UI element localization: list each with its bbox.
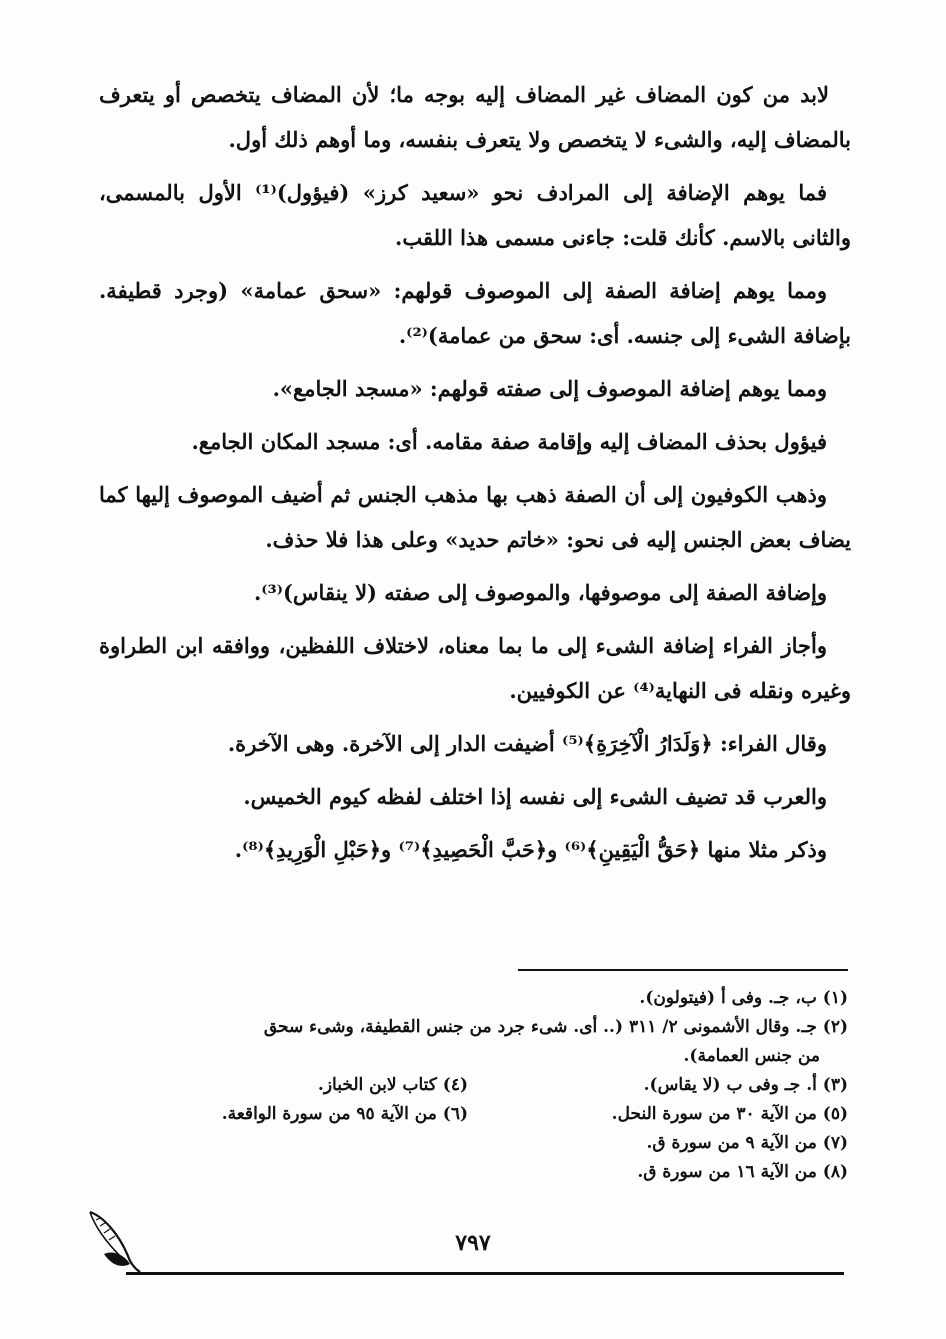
footnote-columns — [96, 1071, 848, 1187]
footnote-6: (٦) من الآية ٩٥ من سورة الواقعة. — [221, 1104, 468, 1124]
quill-pen-icon — [84, 1206, 144, 1278]
paragraph-5: فيؤول بحذف المضاف إليه وإقامة صفة مقامه. أى: مسجد المكان الجامع. — [191, 429, 827, 454]
paragraph-11: وذكر مثلا منها ﴿حَقُّ الْيَقِينِ﴾⁽⁶⁾ و﴿حَبَّ الْحَصِيدِ﴾⁽⁷⁾ و﴿حَبْلِ الْوَرِيدِ﴾⁽⁸⁾. — [234, 837, 827, 862]
paragraph-2: فما يوهم الإضافة إلى المرادف نحو «سعيد كرز» (فيؤول)⁽¹⁾ الأول بالمسمى، والثانى بالاسم. كأنك قلت: جاءنى مسمى هذا اللقب. — [99, 180, 851, 250]
paragraph-4: ومما يوهم إضافة الموصوف إلى صفته قولهم: «مسجد الجامع». — [272, 376, 827, 401]
footnote-1: (١) ب، جـ. وفى أ (فيتولون). — [639, 988, 848, 1008]
paragraph-7: وإضافة الصفة إلى موصوفها، والموصوف إلى صفته (لا ينقاس)⁽³⁾. — [253, 580, 827, 605]
main-text — [99, 72, 851, 880]
paragraph-6: وذهب الكوفيون إلى أن الصفة ذهب بها مذهب الجنس ثم أضيف الموصوف إليها كما يضاف بعض الجنس إليه فى نحو: «خاتم حديد» وعلى هذا فلا حذف. — [99, 482, 851, 552]
bottom-rule — [126, 1272, 844, 1275]
footnote-5: (٥) من الآية ٣٠ من سورة النحل. — [611, 1104, 848, 1124]
paragraph-8: وأجاز الفراء إضافة الشىء إلى ما بما معناه، لاختلاف اللفظين، ووافقه ابن الطراوة وغيره ونقله فى النهاية⁽⁴⁾ عن الكوفيين. — [99, 633, 851, 703]
footnote-2-continuation: من جنس العمامة). — [683, 1046, 820, 1066]
footnote-2 — [96, 1013, 848, 1071]
footnote-separator — [518, 969, 848, 971]
paragraph-9: وقال الفراء: ﴿وَلَدَارُ الْآخِرَةِ﴾⁽⁵⁾ أضيفت الدار إلى الآخرة. وهى الآخرة. — [227, 731, 827, 756]
footnote-8: (٨) من الآية ١٦ من سورة ق. — [637, 1162, 848, 1182]
paragraph-1: لابد من كون المضاف غير المضاف إليه بوجه ما؛ لأن المضاف يتخصص أو يتعرف بالمضاف إليه، والشىء لا يتخصص ولا يتعرف بنفسه، وما أوهم ذلك أول. — [99, 82, 851, 152]
paragraph-3: ومما يوهم إضافة الصفة إلى الموصوف قولهم: «سحق عمامة» (وجرد قطيفة. بإضافة الشىء إلى جنسه. أى: سحق من عمامة)⁽²⁾. — [99, 278, 851, 348]
page-number: ٧٩٧ — [455, 1230, 491, 1256]
footnote-4: (٤) كتاب لابن الخباز. — [317, 1075, 468, 1095]
footnote-2-text: (٢) جـ. وقال الأشمونى ٢/ ٣١١ (.. أى. شىء جرد من جنس القطيفة، وشىء سحق — [263, 1017, 848, 1037]
footnote-7: (٧) من الآية ٩ من سورة ق. — [646, 1133, 848, 1153]
footnotes — [96, 984, 848, 1187]
footnote-3: (٣) أ. جـ وفى ب (لا يقاس). — [643, 1075, 848, 1095]
paragraph-10: والعرب قد تضيف الشىء إلى نفسه إذا اختلف لفظه كيوم الخميس. — [243, 784, 827, 809]
